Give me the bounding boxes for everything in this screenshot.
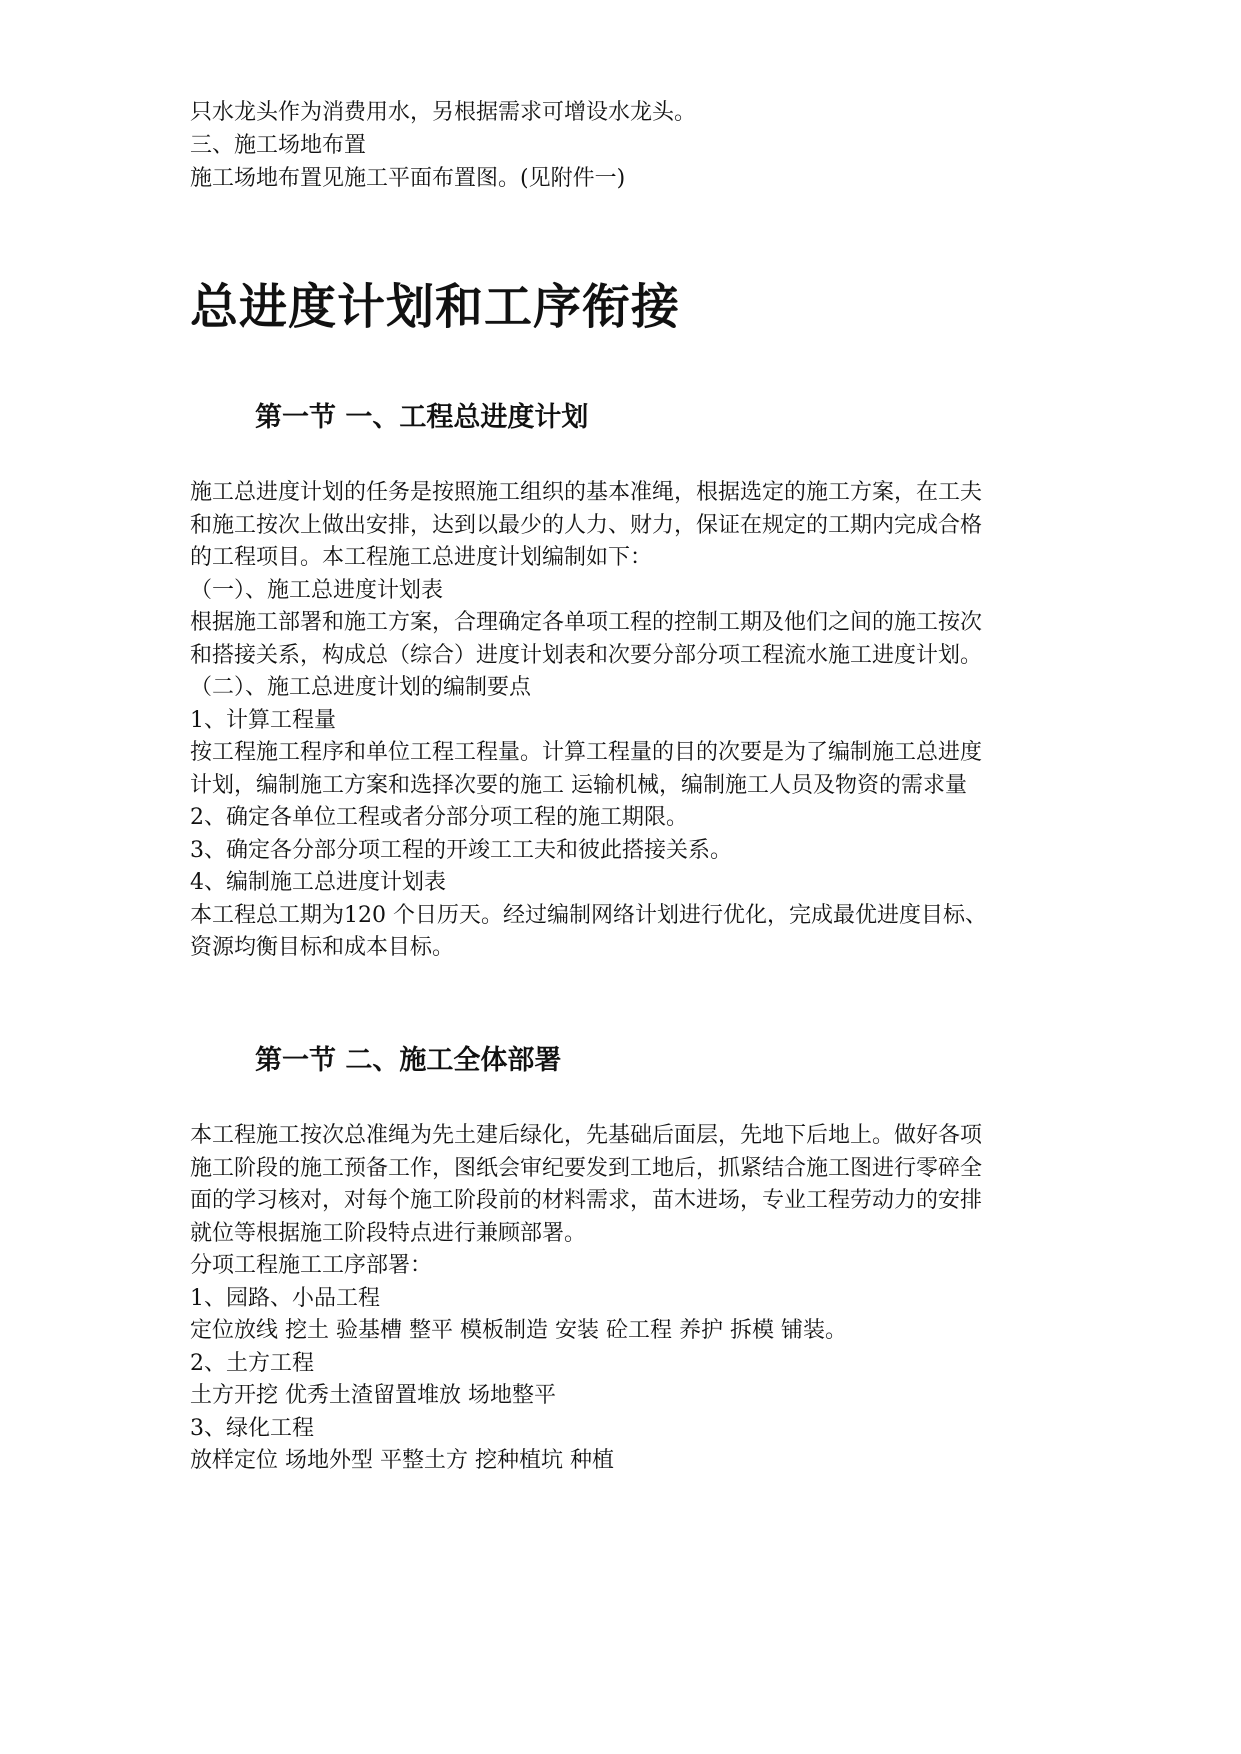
section2-line: 1、园路、小品工程 (190, 1286, 380, 1311)
intro-line: 只水龙头作为消费用水，另根据需求可增设水龙头。 (190, 100, 697, 125)
section1-line: 2、确定各单位工程或者分部分项工程的施工期限。 (190, 805, 688, 830)
section2-line: 施工阶段的施工预备工作，图纸会审纪要发到工地后，抓紧结合施工图进行零碎全 (190, 1156, 983, 1181)
section2-line: 2、土方工程 (190, 1351, 314, 1376)
intro-line: 施工场地布置见施工平面布置图。(见附件一) (190, 166, 626, 191)
chapter-title: 总进度计划和工序衔接 (190, 279, 681, 335)
section2-line: 放样定位 场地外型 平整土方 挖种植坑 种植 (190, 1448, 614, 1473)
section2-line: 定位放线 挖土 验基槽 整平 模板制造 安装 砼工程 养护 拆模 铺装。 (190, 1318, 847, 1343)
section1-line: 计划，编制施工方案和选择次要的施工 运输机械，编制施工人员及物资的需求量 (190, 773, 967, 798)
section2-line: 土方开挖 优秀土渣留置堆放 场地整平 (190, 1383, 556, 1408)
section1-line: （一）、施工总进度计划表 (190, 578, 444, 603)
section2-line: 就位等根据施工阶段特点进行兼顾部署。 (190, 1221, 587, 1246)
section1-line: 和搭接关系，构成总（综合）进度计划表和次要分部分项工程流水施工进度计划。 (190, 643, 983, 668)
intro-heading-site-layout: 三、施工场地布置 (190, 133, 367, 158)
section2-line: 分项工程施工工序部署： (190, 1253, 433, 1278)
section2-line: 面的学习核对，对每个施工阶段前的材料需求，苗木进场，专业工程劳动力的安排 (190, 1188, 983, 1213)
section-heading-overall-deployment: 第一节 二、施工全体部署 (255, 1045, 562, 1076)
section-heading-progress-plan: 第一节 一、工程总进度计划 (255, 402, 589, 433)
section1-line: 和施工按次上做出安排，达到以最少的人力、财力，保证在规定的工期内完成合格 (190, 513, 983, 538)
section2-line: 3、绿化工程 (190, 1416, 314, 1441)
section1-line: 4、编制施工总进度计划表 (190, 870, 446, 895)
section1-line: 1、计算工程量 (190, 708, 336, 733)
section1-line: 根据施工部署和施工方案，合理确定各单项工程的控制工期及他们之间的施工按次 (190, 610, 983, 635)
section2-line: 本工程施工按次总准绳为先土建后绿化，先基础后面层，先地下后地上。做好各项 (190, 1123, 983, 1148)
section1-line: 本工程总工期为120 个日历天。经过编制网络计划进行优化，完成最优进度目标、 (190, 903, 987, 928)
section1-line: 的工程项目。本工程施工总进度计划编制如下： (190, 545, 653, 570)
section1-line: 资源均衡目标和成本目标。 (190, 935, 455, 960)
section1-line: （二）、施工总进度计划的编制要点 (190, 675, 532, 700)
section1-line: 按工程施工程序和单位工程工程量。计算工程量的目的次要是为了编制施工总进度 (190, 740, 983, 765)
section1-line: 3、确定各分部分项工程的开竣工工夫和彼此搭接关系。 (190, 838, 732, 863)
section1-line: 施工总进度计划的任务是按照施工组织的基本准绳，根据选定的施工方案，在工夫 (190, 480, 983, 505)
